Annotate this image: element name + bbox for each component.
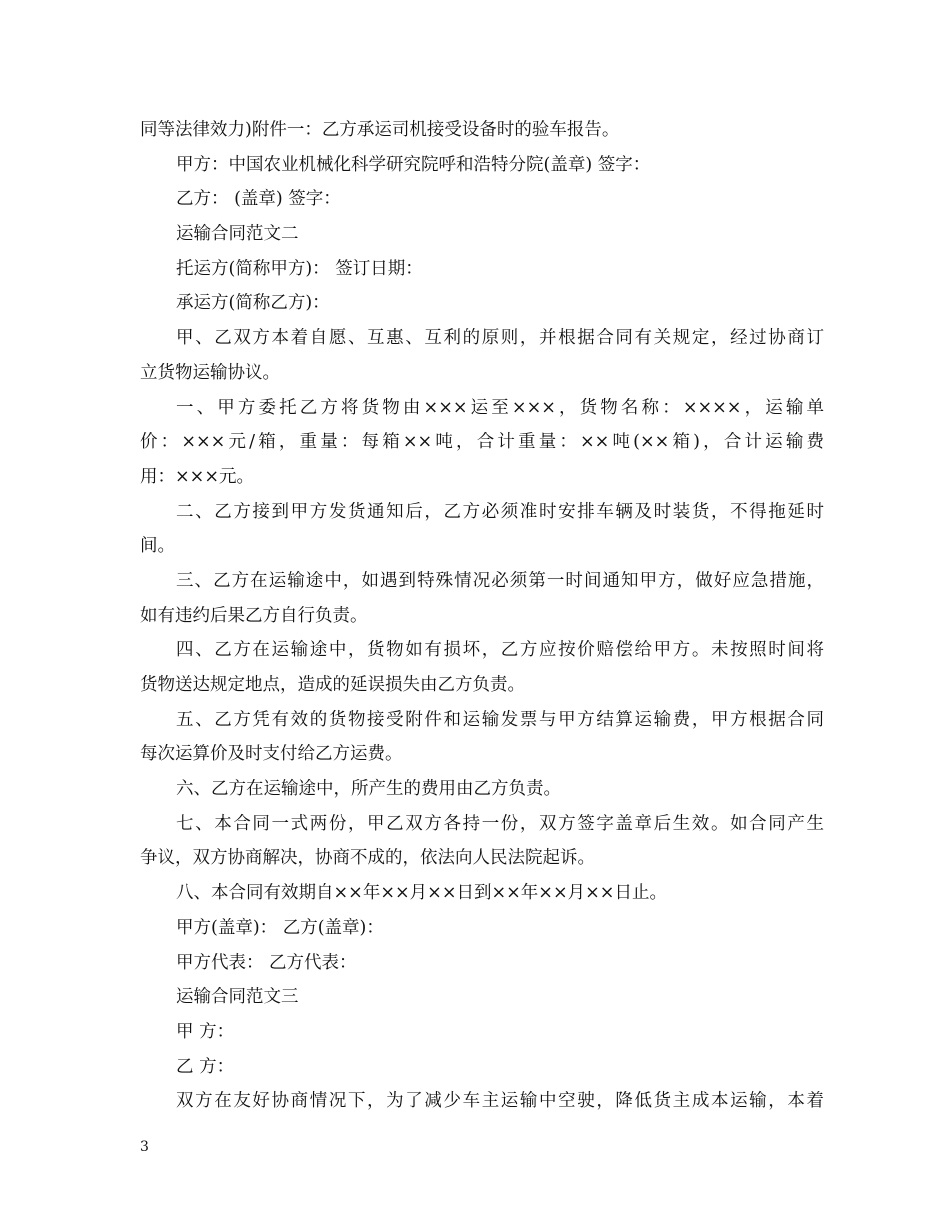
text-line: 四、乙方在运输途中，货物如有损坏，乙方应按价赔偿给甲方。未按照时间将 xyxy=(176,640,824,661)
text-line: 每次运算价及时支付给乙方运费。 xyxy=(140,744,403,765)
text-line: 六、乙方在运输途中，所产生的费用由乙方负责。 xyxy=(176,779,561,800)
text-line: 五、乙方凭有效的货物接受附件和运输发票与甲方结算运输费，甲方根据合同 xyxy=(176,709,824,730)
text-line: 如有违约后果乙方自行负责。 xyxy=(140,605,368,626)
text-line: 争议，双方协商解决，协商不成的，依法向人民法院起诉。 xyxy=(140,848,595,869)
text-line: 乙方： (盖章) 签字： xyxy=(176,189,341,210)
text-line: 一、甲方委托乙方将货物由×××运至×××，货物名称：××××，运输单 xyxy=(176,397,824,418)
text-line: 甲方：中国农业机械化科学研究院呼和浩特分院(盖章) 签字： xyxy=(176,154,651,175)
text-line: 三、乙方在运输途中，如遇到特殊情况必须第一时间通知甲方，做好应急措施， xyxy=(176,570,824,591)
text-line: 立货物运输协议。 xyxy=(140,362,280,383)
text-line: 间。 xyxy=(140,536,175,557)
text-line: 承运方(简称乙方)： xyxy=(176,293,330,314)
text-line: 甲 方： xyxy=(176,1021,235,1042)
text-line: 同等法律效力)附件一：乙方承运司机接受设备时的验车报告。 xyxy=(140,120,620,140)
text-line: 双方在友好协商情况下，为了减少车主运输中空驶，降低货主成本运输，本着 xyxy=(176,1091,824,1112)
text-line: 运输合同范文二 xyxy=(176,224,299,245)
text-line: 二、乙方接到甲方发货通知后，乙方必须准时安排车辆及时装货，不得拖延时 xyxy=(176,501,824,522)
page-number: 3 xyxy=(140,1139,149,1155)
text-line: 甲方代表： 乙方代表： xyxy=(176,952,357,973)
text-line: 七、本合同一式两份，甲乙双方各持一份，双方签字盖章后生效。如合同产生 xyxy=(176,813,824,834)
text-line: 货物送达规定地点，造成的延误损失由乙方负责。 xyxy=(140,675,525,695)
text-line: 运输合同范文三 xyxy=(176,987,299,1008)
text-line: 托运方(简称甲方)： 签订日期： xyxy=(176,258,423,279)
text-line: 甲、乙双方本着自愿、互惠、互利的原则，并根据合同有关规定，经过协商订 xyxy=(176,328,824,349)
document-body xyxy=(140,113,824,1119)
text-line: 八、本合同有效期自××年××月××日到××年××月××日止。 xyxy=(176,883,667,904)
text-line: 价：×××元/箱，重量：每箱××吨，合计重量：××吨(××箱)，合计运输费 xyxy=(140,432,824,453)
text-line: 乙 方： xyxy=(176,1056,235,1077)
text-line: 用：×××元。 xyxy=(140,466,254,487)
text-line: 甲方(盖章)： 乙方(盖章)： xyxy=(176,917,384,938)
